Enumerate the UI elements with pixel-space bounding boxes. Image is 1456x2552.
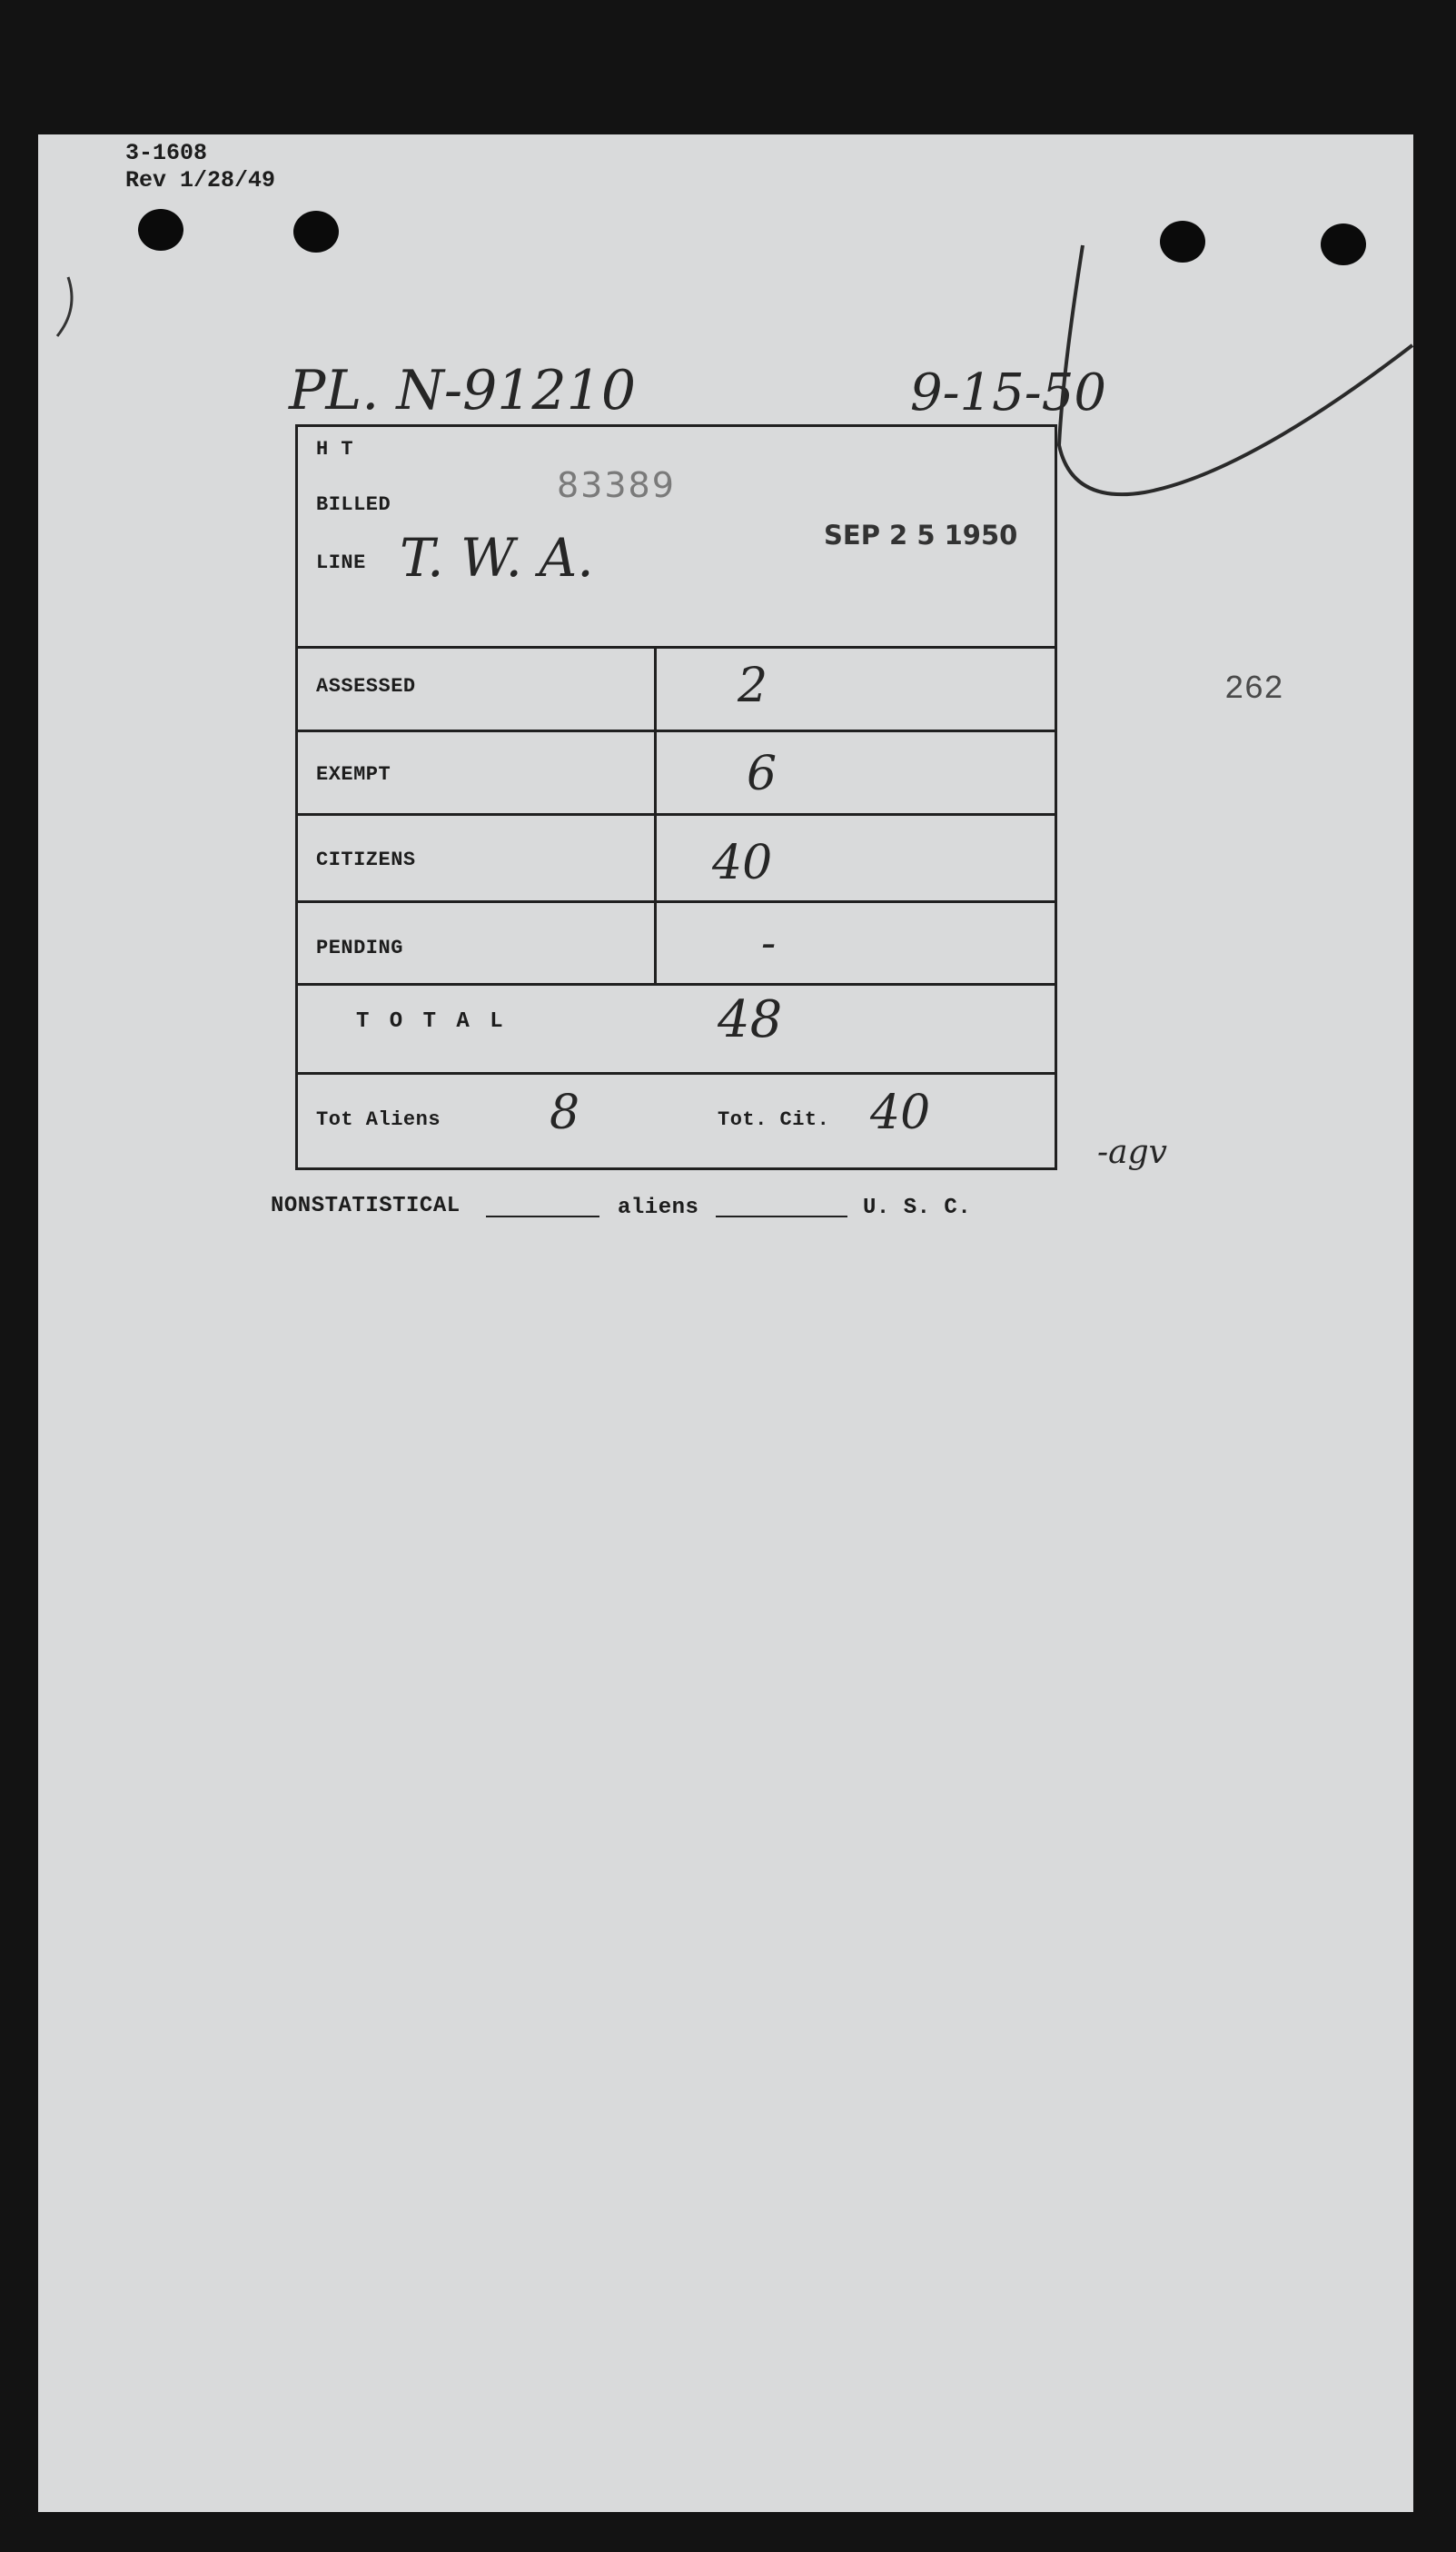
pending-value: -: [761, 918, 777, 968]
tot-aliens-label: Tot Aliens: [316, 1108, 441, 1131]
tot-aliens-value: 8: [550, 1086, 580, 1140]
punch-hole-1: [138, 209, 183, 251]
aliens-blank: [716, 1216, 847, 1217]
line-value: T. W. A.: [400, 527, 594, 589]
nonstatistical-blank: [486, 1216, 599, 1217]
form-revision: Rev 1/28/49: [125, 167, 276, 194]
line-label: LINE: [316, 551, 366, 574]
assessed-label: ASSESSED: [316, 675, 416, 698]
handwritten-reference: PL. N-91210: [289, 359, 637, 422]
divider-2: [295, 730, 1056, 732]
box-top-border: [295, 424, 1056, 427]
total-value: 48: [718, 990, 783, 1049]
pending-label: PENDING: [316, 937, 403, 959]
divider-3: [295, 813, 1056, 816]
exempt-label: EXEMPT: [316, 763, 391, 786]
citizens-value: 40: [712, 836, 773, 890]
divider-6: [295, 1072, 1056, 1075]
column-divider: [654, 646, 657, 985]
usc-label: U. S. C.: [863, 1196, 972, 1220]
tot-cit-label: Tot. Cit.: [718, 1108, 830, 1131]
total-label: T O T A L: [356, 1009, 507, 1034]
tot-cit-value: 40: [870, 1086, 931, 1140]
billed-number: 83389: [557, 465, 676, 505]
form-number: 3-1608: [125, 140, 208, 166]
box-right-border: [1055, 424, 1057, 1169]
divider-1: [295, 646, 1056, 649]
date-stamp: SEP 2 5 1950: [824, 520, 1018, 551]
punch-hole-2: [293, 211, 339, 253]
citizens-label: CITIZENS: [316, 849, 416, 871]
pen-stroke: [1045, 236, 1417, 509]
assessed-value: 2: [738, 659, 768, 713]
aliens-label: aliens: [618, 1196, 699, 1220]
handwritten-date: 9-15-50: [910, 363, 1106, 422]
divider-4: [295, 900, 1056, 903]
divider-5: [295, 983, 1056, 986]
initials: -agv: [1097, 1134, 1168, 1171]
box-bottom-border: [295, 1167, 1057, 1170]
box-left-border: [295, 424, 298, 1169]
exempt-value: 6: [747, 747, 778, 801]
edge-mark: [50, 273, 86, 345]
billed-label: BILLED: [316, 493, 391, 516]
side-number: 262: [1224, 670, 1283, 708]
ht-label: H T: [316, 438, 354, 461]
nonstatistical-label: NONSTATISTICAL: [271, 1194, 461, 1218]
